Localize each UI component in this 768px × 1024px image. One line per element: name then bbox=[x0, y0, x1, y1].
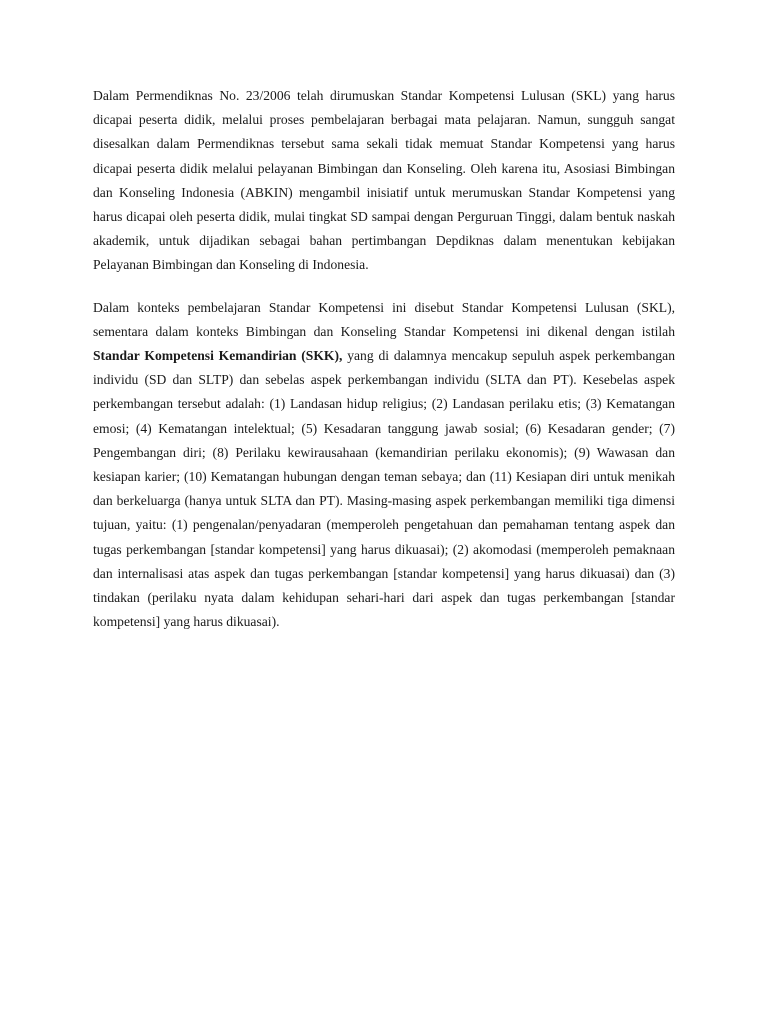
paragraph-skk-aspects bbox=[93, 296, 675, 635]
paragraph-skk-text-after: yang di dalamnya mencakup sepuluh aspek perkembangan individu (SD dan SLTP) dan sebelas aspek perkembangan individu (SLTA dan PT). Kesebelas aspek perkembangan tersebut adalah: (1) Landasan hidup religius; (2) Landasan perilaku etis; (3) Kematangan emosi; (4) Kematangan intelektual; (5) Kesadaran tanggung jawab sosial; (6) Kesadaran gender; (7) Pengembangan diri; (8) Perilaku kewirausahaan (kemandirian perilaku ekonomis); (9) Wawasan dan kesiapan karier; (10) Kematangan hubungan dengan teman sebaya; dan (11) Kesiapan diri untuk menikah dan berkeluarga (hanya untuk SLTA dan PT). Masing-masing aspek perkembangan memiliki tiga dimensi tujuan, yaitu: (1) pengenalan/penyadaran (memperoleh pengetahuan dan pemahaman tentang aspek dan tugas perkembangan [standar kompetensi] yang harus dikuasai); (2) akomodasi (memperoleh pemaknaan dan internalisasi atas aspek dan tugas perkembangan [standar kompetensi] yang harus dikuasai) dan (3) tindakan (perilaku nyata dalam kehidupan sehari-hari dari aspek dan tugas perkembangan [standar kompetensi] yang harus dikuasai). bbox=[93, 348, 675, 630]
skk-term-bold: Standar Kompetensi Kemandirian (SKK), bbox=[93, 348, 343, 364]
document-page bbox=[93, 84, 675, 652]
paragraph-skk-text-before: Dalam konteks pembelajaran Standar Kompetensi ini disebut Standar Kompetensi Lulusan (SKL), sementara dalam konteks Bimbingan dan Konseling Standar Kompetensi ini dikenal dengan istilah bbox=[93, 299, 675, 339]
paragraph-skl-intro: Dalam Permendiknas No. 23/2006 telah dirumuskan Standar Kompetensi Lulusan (SKL) yang harus dicapai peserta didik, melalui proses pembelajaran berbagai mata pelajaran. Namun, sungguh sangat disesalkan dalam Permendiknas tersebut sama sekali tidak memuat Standar Kompetensi yang harus dicapai peserta didik melalui pelayanan Bimbingan dan Konseling. Oleh karena itu, Asosiasi Bimbingan dan Konseling Indonesia (ABKIN) mengambil inisiatif untuk merumuskan Standar Kompetensi yang harus dicapai oleh peserta didik, mulai tingkat SD sampai dengan Perguruan Tinggi, dalam bentuk naskah akademik, untuk dijadikan sebagai bahan pertimbangan Depdiknas dalam menentukan kebijakan Pelayanan Bimbingan dan Konseling di Indonesia. bbox=[93, 88, 675, 273]
